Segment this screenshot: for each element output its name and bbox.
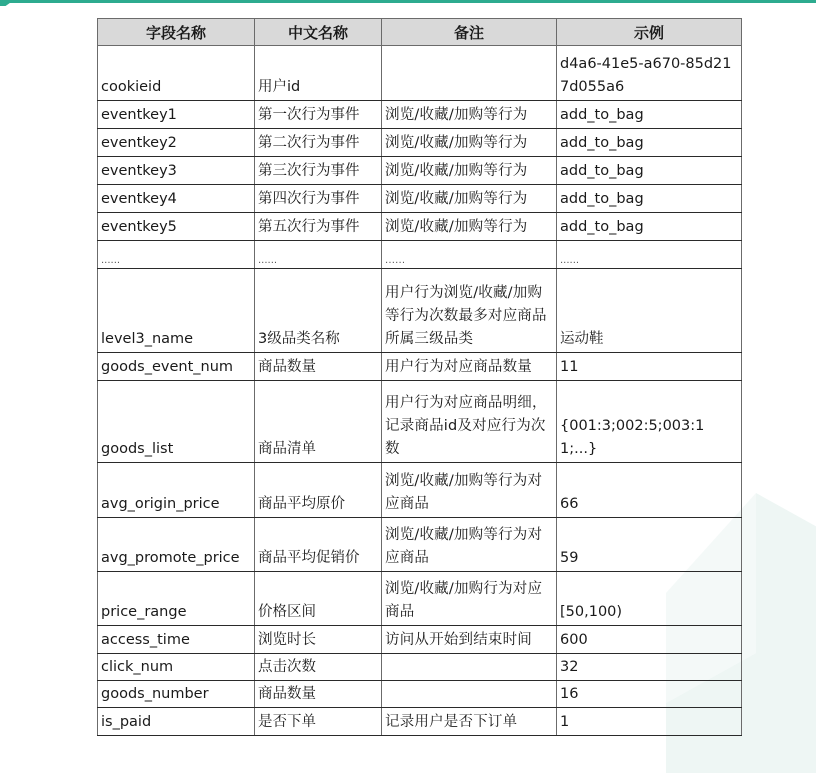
cell-example: d4a6-41e5-a670-85d217d055a6 <box>557 46 742 101</box>
cell-field: eventkey4 <box>98 185 255 213</box>
cell-field: avg_promote_price <box>98 518 255 572</box>
table-row <box>98 241 742 269</box>
cell-field: ...... <box>98 241 255 269</box>
cell-cn-name: 是否下单 <box>255 708 382 736</box>
cell-field: click_num <box>98 654 255 681</box>
corner-mark <box>0 0 14 6</box>
table-row <box>98 681 742 708</box>
cell-note <box>382 681 557 708</box>
table-row <box>98 463 742 518</box>
cell-field: goods_event_num <box>98 353 255 381</box>
cell-note: 浏览/收藏/加购等行为 <box>382 157 557 185</box>
cell-field: access_time <box>98 626 255 654</box>
cell-note: 浏览/收藏/加购等行为对应商品 <box>382 463 557 518</box>
table-row <box>98 518 742 572</box>
cell-example: add_to_bag <box>557 213 742 241</box>
cell-example: 1 <box>557 708 742 736</box>
cell-note: 用户行为对应商品数量 <box>382 353 557 381</box>
cell-example: add_to_bag <box>557 101 742 129</box>
cell-cn-name: 3级品类名称 <box>255 269 382 353</box>
cell-cn-name: 用户id <box>255 46 382 101</box>
cell-note <box>382 654 557 681</box>
cell-example: [50,100) <box>557 572 742 626</box>
field-table-container <box>97 18 741 736</box>
cell-example: add_to_bag <box>557 185 742 213</box>
table-row <box>98 626 742 654</box>
cell-note: 记录用户是否下订单 <box>382 708 557 736</box>
table-row <box>98 46 742 101</box>
cell-field: eventkey5 <box>98 213 255 241</box>
cell-note <box>382 46 557 101</box>
cell-note: 浏览/收藏/加购等行为 <box>382 213 557 241</box>
cell-example: 运动鞋 <box>557 269 742 353</box>
cell-example: 59 <box>557 518 742 572</box>
cell-note: 浏览/收藏/加购等行为对应商品 <box>382 518 557 572</box>
cell-field: goods_number <box>98 681 255 708</box>
header-chinese-name: 中文名称 <box>255 19 382 46</box>
table-row <box>98 129 742 157</box>
cell-cn-name: 商品数量 <box>255 681 382 708</box>
cell-field: price_range <box>98 572 255 626</box>
cell-field: eventkey2 <box>98 129 255 157</box>
cell-example: 600 <box>557 626 742 654</box>
cell-field: cookieid <box>98 46 255 101</box>
cell-cn-name: 第一次行为事件 <box>255 101 382 129</box>
cell-note: 浏览/收藏/加购等行为 <box>382 185 557 213</box>
cell-example: 32 <box>557 654 742 681</box>
cell-note: ...... <box>382 241 557 269</box>
cell-field: level3_name <box>98 269 255 353</box>
header-note: 备注 <box>382 19 557 46</box>
table-row <box>98 213 742 241</box>
cell-cn-name: 点击次数 <box>255 654 382 681</box>
table-header-row <box>98 19 742 46</box>
cell-field: eventkey1 <box>98 101 255 129</box>
cell-example: ...... <box>557 241 742 269</box>
cell-example: 66 <box>557 463 742 518</box>
cell-field: is_paid <box>98 708 255 736</box>
cell-note: 用户行为对应商品明细，记录商品id及对应行为次数 <box>382 381 557 463</box>
header-field-name: 字段名称 <box>98 19 255 46</box>
cell-example: {001:3;002:5;003:11;...} <box>557 381 742 463</box>
cell-cn-name: 商品清单 <box>255 381 382 463</box>
cell-cn-name: 第三次行为事件 <box>255 157 382 185</box>
cell-note: 浏览/收藏/加购行为对应商品 <box>382 572 557 626</box>
cell-cn-name: 第四次行为事件 <box>255 185 382 213</box>
cell-note: 用户行为浏览/收藏/加购等行为次数最多对应商品所属三级品类 <box>382 269 557 353</box>
top-accent-bar <box>0 0 816 3</box>
cell-cn-name: 浏览时长 <box>255 626 382 654</box>
field-definition-table <box>97 18 742 736</box>
cell-example: 16 <box>557 681 742 708</box>
cell-example: 11 <box>557 353 742 381</box>
table-row <box>98 654 742 681</box>
cell-cn-name: 价格区间 <box>255 572 382 626</box>
cell-cn-name: 商品平均原价 <box>255 463 382 518</box>
cell-note: 访问从开始到结束时间 <box>382 626 557 654</box>
cell-field: avg_origin_price <box>98 463 255 518</box>
table-row <box>98 381 742 463</box>
table-row <box>98 185 742 213</box>
cell-field: eventkey3 <box>98 157 255 185</box>
table-row <box>98 708 742 736</box>
table-row <box>98 157 742 185</box>
cell-note: 浏览/收藏/加购等行为 <box>382 101 557 129</box>
cell-example: add_to_bag <box>557 129 742 157</box>
header-example: 示例 <box>557 19 742 46</box>
cell-cn-name: 商品平均促销价 <box>255 518 382 572</box>
cell-cn-name: 第二次行为事件 <box>255 129 382 157</box>
cell-cn-name: 商品数量 <box>255 353 382 381</box>
cell-cn-name: 第五次行为事件 <box>255 213 382 241</box>
table-row <box>98 101 742 129</box>
cell-example: add_to_bag <box>557 157 742 185</box>
cell-field: goods_list <box>98 381 255 463</box>
cell-cn-name: ...... <box>255 241 382 269</box>
table-row <box>98 572 742 626</box>
cell-note: 浏览/收藏/加购等行为 <box>382 129 557 157</box>
table-row <box>98 269 742 353</box>
table-row <box>98 353 742 381</box>
